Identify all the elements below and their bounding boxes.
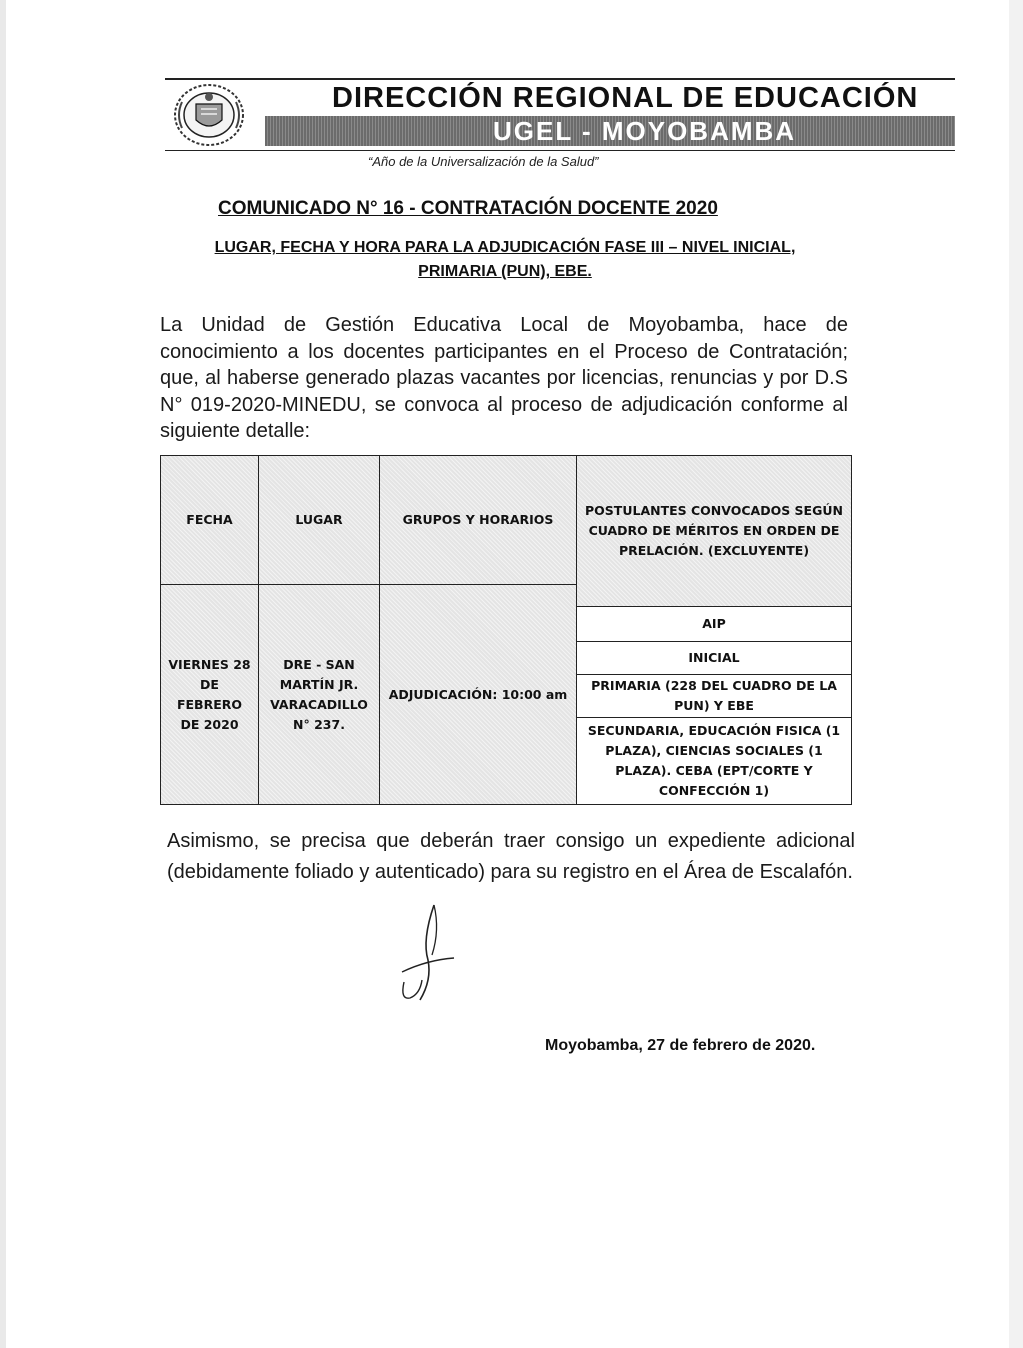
closing-place-date: Moyobamba, 27 de febrero de 2020. bbox=[545, 1037, 816, 1054]
document-title: COMUNICADO N° 16 - CONTRATACIÓN DOCENTE 2020 bbox=[218, 198, 718, 219]
unit-name: UGEL - MOYOBAMBA bbox=[493, 116, 797, 146]
cell-grupos: ADJUDICACIÓN: 10:00 am bbox=[379, 584, 577, 805]
header-rule-top bbox=[165, 78, 955, 80]
signature-icon bbox=[392, 900, 462, 1010]
year-motto: “Año de la Universalización de la Salud” bbox=[368, 154, 599, 169]
subtitle-line-2: PRIMARIA (PUN), EBE. bbox=[418, 263, 592, 280]
cell-lugar: DRE - SAN MARTÍN JR. VARACADILLO N° 237. bbox=[258, 584, 380, 805]
intro-paragraph: La Unidad de Gestión Educativa Local de Moyobamba, hace de conocimiento a los docentes participantes en el Proceso de Contratación; que, al haberse generado plazas vacantes por licencias, renuncias y por D.S N° 019-2020-MINEDU, se convoca al proceso de adjudicación conforme al siguiente detalle: bbox=[160, 314, 848, 442]
scan-edge-right bbox=[1009, 0, 1023, 1348]
header-rule-bottom bbox=[165, 150, 955, 151]
postulante-aip: AIP bbox=[576, 606, 852, 642]
cell-fecha: VIERNES 28 DE FEBRERO DE 2020 bbox=[160, 584, 259, 805]
coat-of-arms-seal-icon bbox=[168, 82, 250, 148]
unit-banner bbox=[265, 116, 955, 146]
header-grupos: GRUPOS Y HORARIOS bbox=[379, 455, 577, 585]
header-postulantes: POSTULANTES CONVOCADOS SEGÚN CUADRO DE MÉRITOS EN ORDEN DE PRELACIÓN. (EXCLUYENTE) bbox=[576, 455, 852, 607]
document-subtitle bbox=[160, 236, 850, 284]
postulante-secundaria: SECUNDARIA, EDUCACIÓN FISICA (1 PLAZA), CIENCIAS SOCIALES (1 PLAZA). CEBA (EPT/CORTE Y CONFECCIÓN 1) bbox=[576, 717, 852, 805]
header-lugar: LUGAR bbox=[258, 455, 380, 585]
subtitle-line-1: LUGAR, FECHA Y HORA PARA LA ADJUDICACIÓN FASE III – NIVEL INICIAL, bbox=[214, 239, 796, 256]
note-paragraph: Asimismo, se precisa que deberán traer consigo un expediente adicional (debidamente foliado y autenticado) para su registro en el Área de Escalafón. bbox=[167, 830, 855, 883]
postulante-primaria: PRIMARIA (228 DEL CUADRO DE LA PUN) Y EBE bbox=[576, 674, 852, 718]
header-fecha: FECHA bbox=[160, 455, 259, 585]
institution-name: DIRECCIÓN REGIONAL DE EDUCACIÓN bbox=[332, 82, 919, 114]
postulante-inicial: INICIAL bbox=[576, 641, 852, 675]
scan-edge-left bbox=[0, 0, 6, 1348]
adjudication-table bbox=[160, 455, 852, 805]
